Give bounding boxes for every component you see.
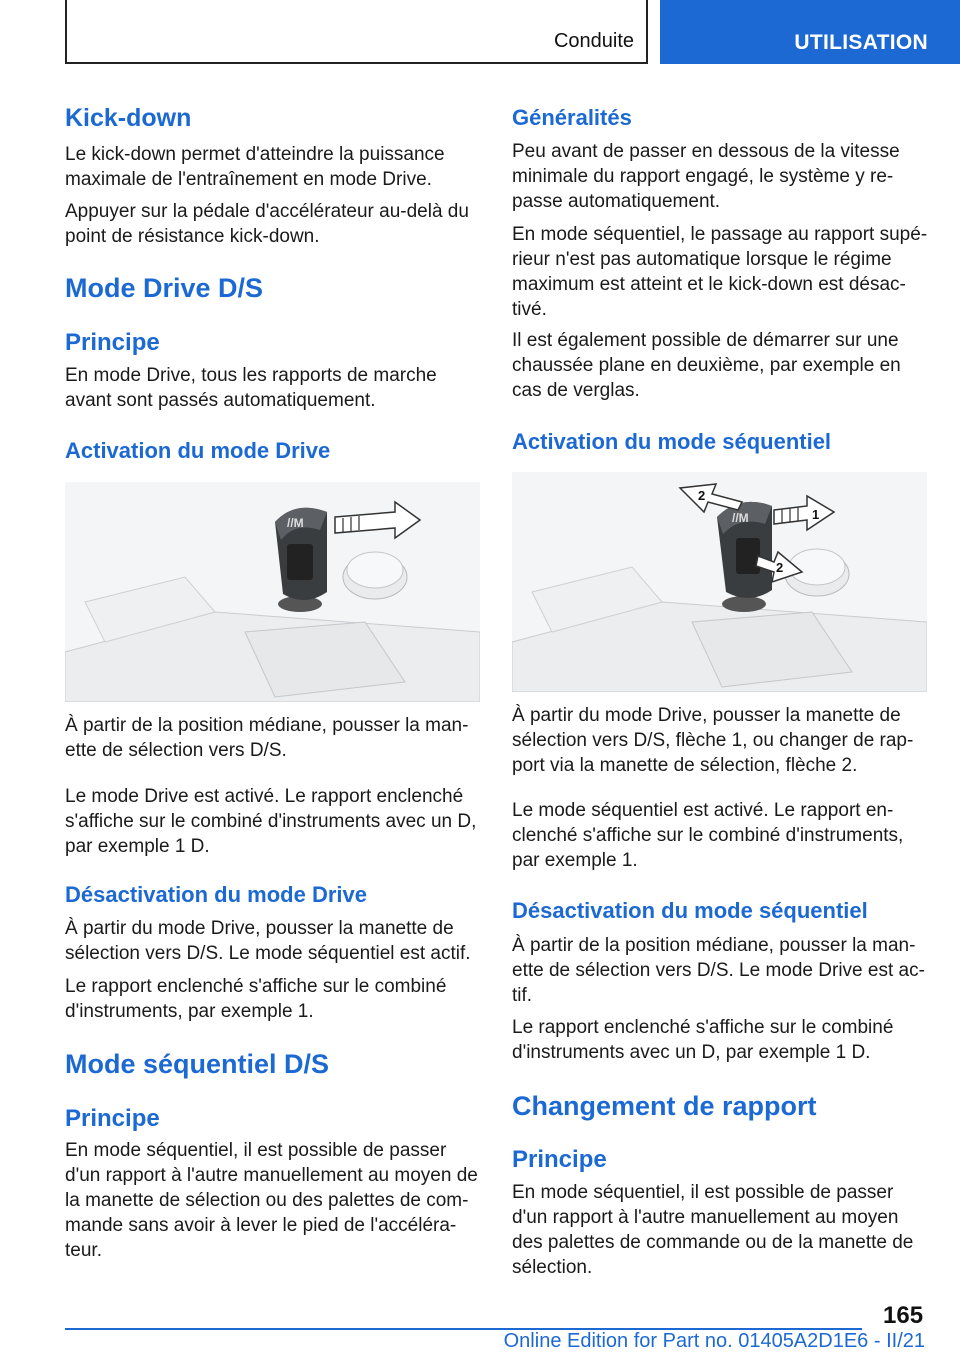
desactivation-seq-heading: Désactivation du mode séquentiel — [512, 898, 868, 923]
principe-heading-1: Principe — [65, 329, 160, 356]
page-number: 165 — [883, 1302, 924, 1329]
svg-text://M: //M — [732, 511, 749, 525]
activation-drive-paragraph-1: À partir de la position médiane, pousser la man- ette de sélection vers D/S. — [65, 715, 469, 761]
header-chapter-title: UTILISATION — [794, 31, 928, 54]
principe-heading-3: Principe — [512, 1146, 607, 1173]
generalites-paragraph-3: Il est également possible de démarrer sur une chaussée plane en deuxième, par exemple en cas de verglas. — [512, 330, 901, 401]
kickdown-paragraph-1: Le kick-down permet d'atteindre la puissance maximale de l'entraînement en mode Drive. — [65, 144, 445, 190]
arrow-2-up-label: 2 — [698, 488, 706, 503]
desactivation-drive-paragraph-2: Le rapport enclenché s'affiche sur le combiné d'instruments, par exemple 1. — [65, 976, 447, 1022]
header-section-box — [65, 0, 648, 64]
principe-paragraph-3: En mode séquentiel, il est possible de passer d'un rapport à l'autre manuellement au moyen des palettes de commande ou de la manette de sélection. — [512, 1182, 914, 1278]
header-section-title: Conduite — [553, 30, 634, 52]
drive-selector-illustration — [65, 482, 480, 702]
generalites-paragraph-1: Peu avant de passer en dessous de la vitesse minimale du rapport engagé, le système y re- passe automatiquement. — [512, 141, 900, 212]
sequentiel-selector-illustration — [512, 472, 927, 692]
principe-paragraph-2: En mode séquentiel, il est possible de passer d'un rapport à l'autre manuellement au moyen de la manette de sélection ou des palettes de com- mande sans avoir à lever le pied de l'accéléra- teur. — [65, 1140, 478, 1261]
changement-heading: Changement de rapport — [512, 1091, 817, 1121]
footer-edition: Online Edition for Part no. 01405A2D1E6 - II/21 — [503, 1330, 925, 1352]
header-chapter-tab — [660, 0, 960, 64]
sequentiel-mode-figure — [512, 472, 927, 692]
sequentiel-mode-heading: Mode séquentiel D/S — [65, 1049, 330, 1079]
desactivation-seq-paragraph-1: À partir de la position médiane, pousser la man- ette de sélection vers D/S. Le mode Drive est ac- tif. — [512, 935, 925, 1006]
arrow-2-down-label: 2 — [776, 560, 784, 575]
kickdown-heading: Kick-down — [65, 104, 192, 132]
kickdown-paragraph-2: Appuyer sur la pédale d'accélérateur au-delà du point de résistance kick-down. — [65, 201, 469, 247]
desactivation-seq-paragraph-2: Le rapport enclenché s'affiche sur le combiné d'instruments avec un D, par exemple 1 D. — [512, 1017, 894, 1063]
desactivation-drive-paragraph-1: À partir du mode Drive, pousser la manette de sélection vers D/S. Le mode séquentiel est actif. — [65, 918, 471, 964]
principe-heading-2: Principe — [65, 1105, 160, 1132]
generalites-heading: Généralités — [512, 105, 632, 130]
principe-paragraph-1: En mode Drive, tous les rapports de marche avant sont passés automatiquement. — [65, 365, 437, 411]
activation-drive-paragraph-2: Le mode Drive est activé. Le rapport enclenché s'affiche sur le combiné d'instruments avec un D, par exemple 1 D. — [65, 786, 477, 857]
generalites-paragraph-2: En mode séquentiel, le passage au rapport supé- rieur n'est pas automatique lorsque le régime maximum est atteint et le kick-down est désac- tivé. — [512, 224, 928, 320]
activation-seq-paragraph-1: À partir du mode Drive, pousser la manette de sélection vers D/S, flèche 1, ou changer de rap- port via la manette de sélection, flèche 2. — [512, 705, 914, 776]
drive-mode-figure — [65, 482, 480, 702]
activation-seq-paragraph-2: Le mode séquentiel est activé. Le rapport en- clenché s'affiche sur le combiné d'instruments, par exemple 1. — [512, 800, 904, 871]
activation-drive-heading: Activation du mode Drive — [65, 438, 331, 463]
desactivation-drive-heading: Désactivation du mode Drive — [65, 882, 367, 907]
arrow-1-label: 1 — [812, 507, 820, 522]
svg-text://M: //M — [287, 516, 304, 530]
drive-mode-heading: Mode Drive D/S — [65, 273, 264, 303]
activation-seq-heading: Activation du mode séquentiel — [512, 429, 832, 454]
